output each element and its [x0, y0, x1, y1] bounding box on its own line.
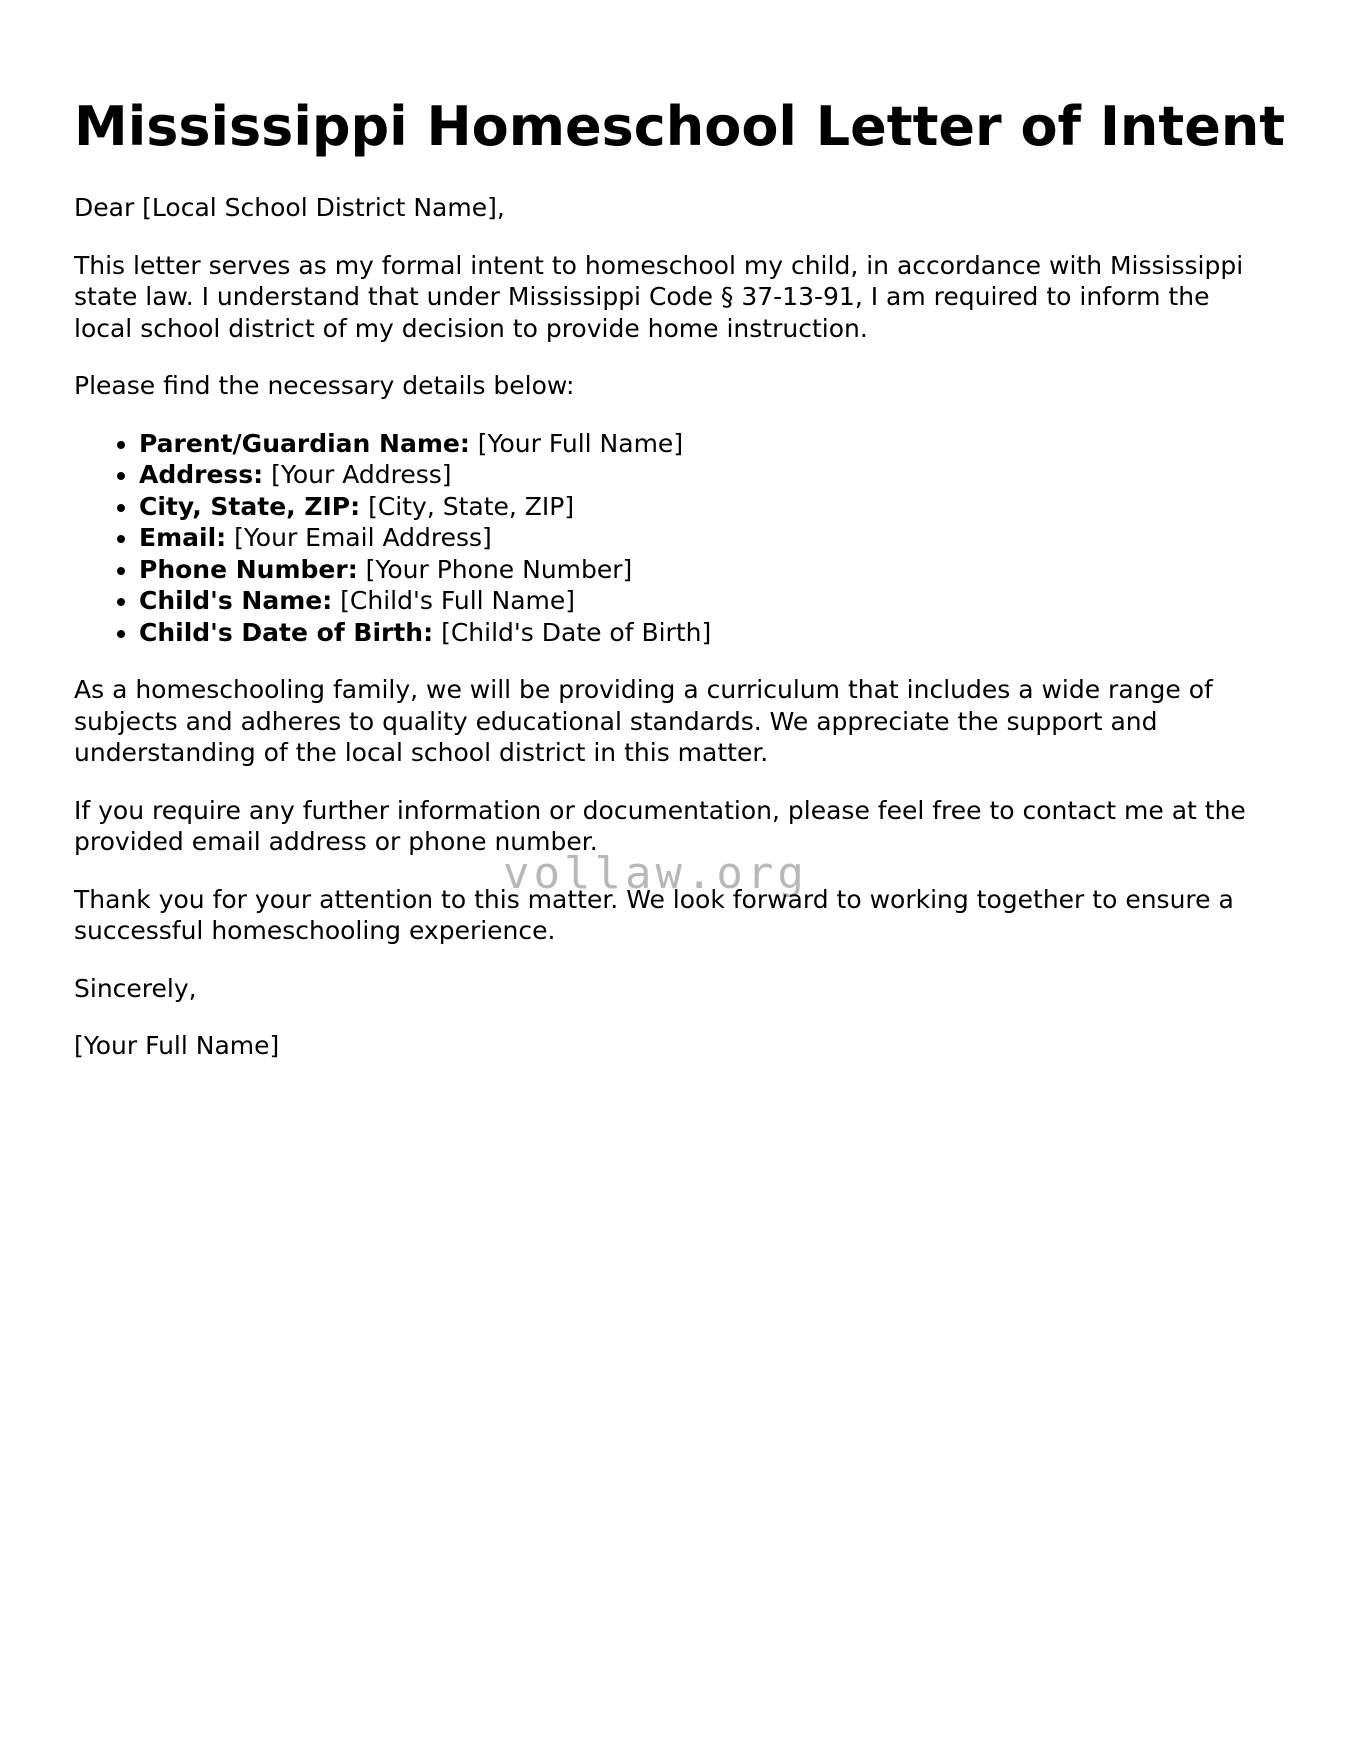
- detail-label: City, State, ZIP:: [139, 491, 361, 521]
- details-list: [74, 428, 1274, 649]
- details-intro: Please find the necessary details below:: [74, 371, 575, 400]
- list-item: [139, 585, 1274, 617]
- detail-value: [Your Full Name]: [477, 428, 684, 458]
- signature-name: [Your Full Name]: [74, 1031, 280, 1060]
- detail-value: [Child's Full Name]: [340, 586, 576, 615]
- detail-value: [City, State, ZIP]: [368, 491, 575, 521]
- list-item: [139, 522, 1274, 554]
- detail-label: Phone Number:: [139, 554, 358, 584]
- list-item: [139, 428, 1274, 460]
- detail-value: [Your Email Address]: [234, 523, 492, 552]
- list-item: [139, 617, 1274, 649]
- salutation: Dear [Local School District Name],: [74, 193, 505, 222]
- list-item: [139, 459, 1274, 491]
- closing: Sincerely,: [74, 973, 197, 1003]
- list-item: [139, 491, 1274, 523]
- detail-label: Address:: [139, 460, 264, 489]
- list-item: [139, 554, 1274, 586]
- thanks-paragraph: Thank you for your attention to this matter. We look forward to working together to ensure a successful homeschooling experience.: [74, 884, 1234, 945]
- intro-paragraph: This letter serves as my formal intent to homeschool my child, in accordance with Mississippi state law. I understand that under Mississippi Code § 37-13-91, I am required to inform the local school district of my decision to provide home instruction.: [74, 250, 1244, 343]
- watermark: vollaw.org: [503, 848, 808, 899]
- detail-label: Child's Name:: [139, 586, 333, 615]
- curriculum-paragraph: As a homeschooling family, we will be providing a curriculum that includes a wide range of subjects and adheres to quality educational standards. We appreciate the support and understanding of the local school district in this matter.: [74, 675, 1213, 767]
- detail-value: [Your Phone Number]: [365, 554, 633, 584]
- letter-body: [74, 192, 1274, 1088]
- detail-label: Child's Date of Birth:: [139, 617, 434, 647]
- contact-paragraph: If you require any further information or documentation, please feel free to contact me at the provided email address or phone number.: [74, 795, 1246, 856]
- detail-label: Email:: [139, 523, 227, 552]
- detail-value: [Your Address]: [271, 460, 452, 489]
- document-title: Mississippi Homeschool Letter of Intent: [74, 95, 1286, 158]
- detail-value: [Child's Date of Birth]: [441, 617, 712, 647]
- detail-label: Parent/Guardian Name:: [139, 428, 470, 458]
